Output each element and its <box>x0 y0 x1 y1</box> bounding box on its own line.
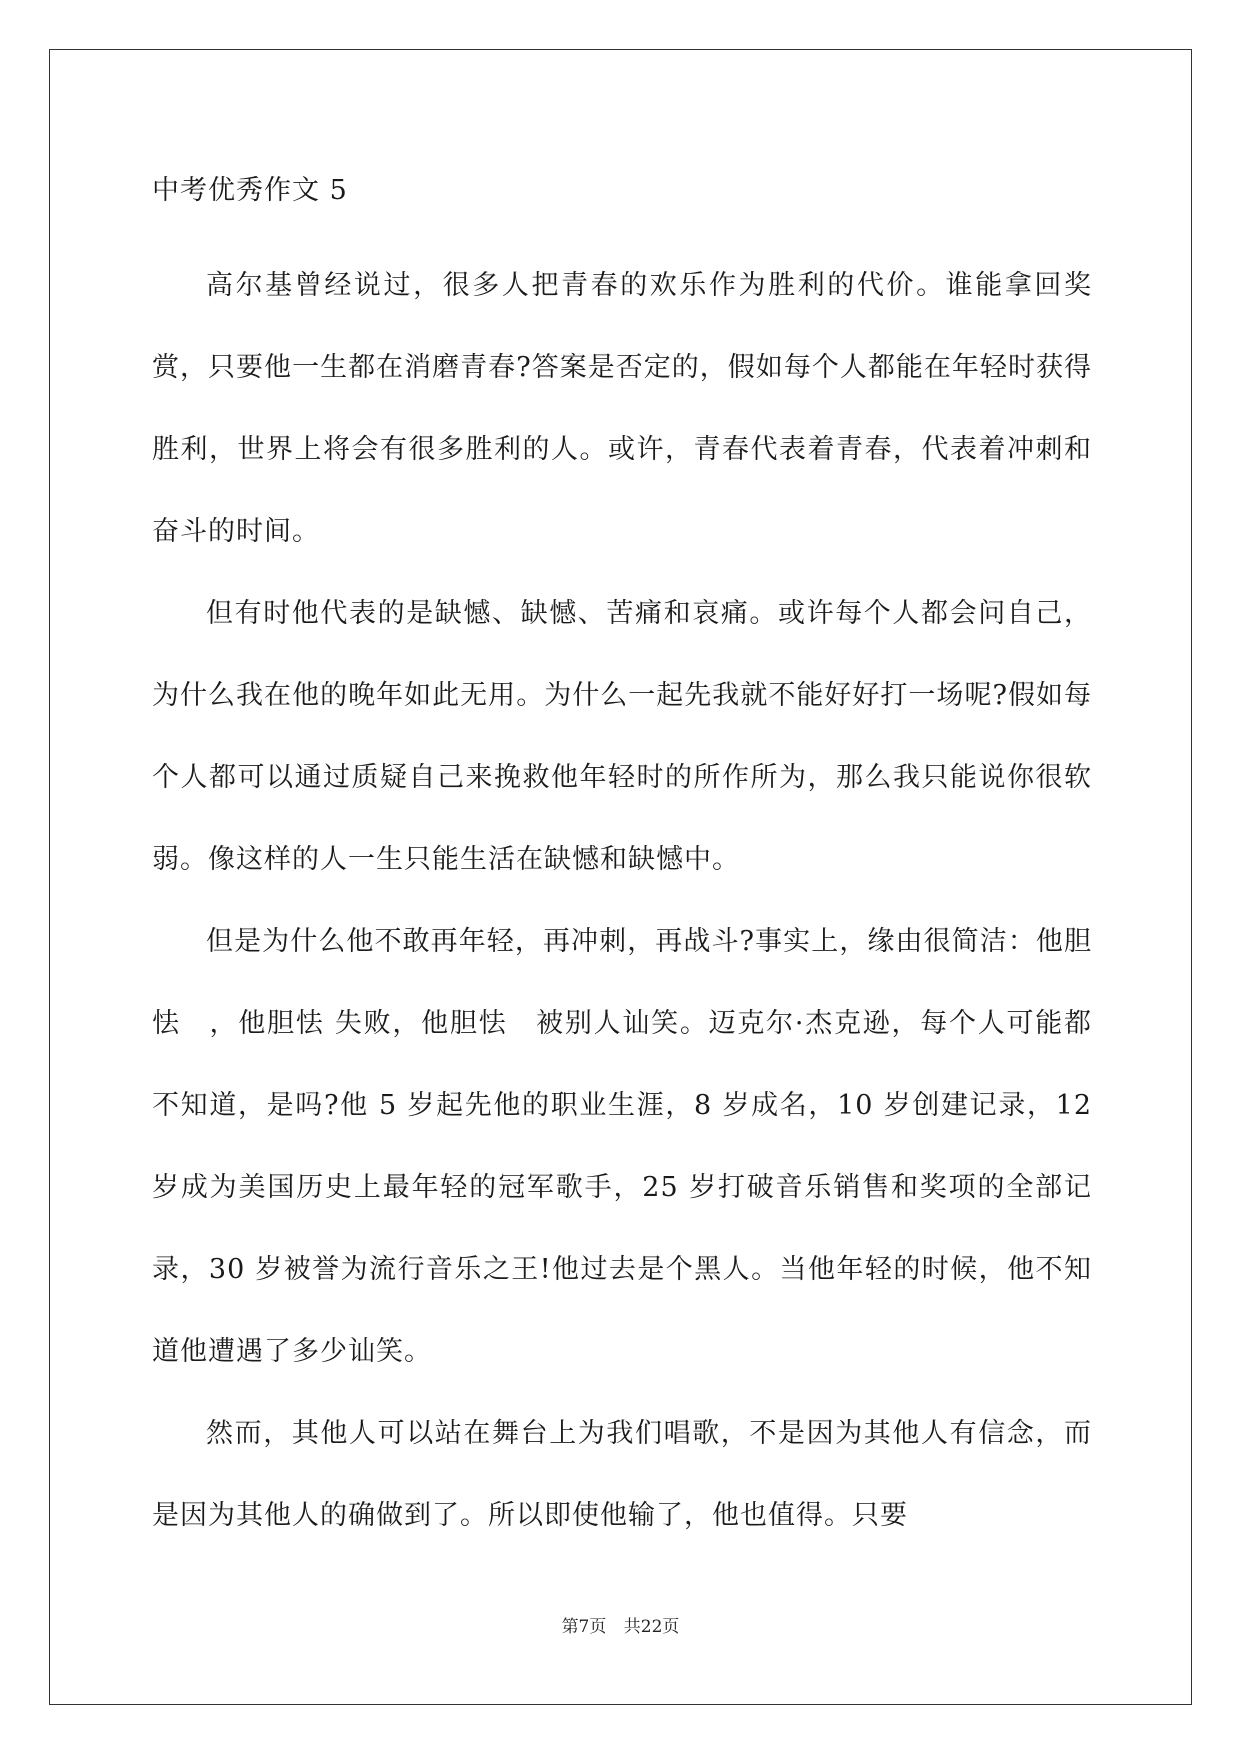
paragraph-2: 但有时他代表的是缺憾、缺憾、苦痛和哀痛。或许每个人都会问自己，为什么我在他的晚年如此无用。为什么一起先我就不能好好打一场呢?假如每个人都可以通过质疑自己来挽救他年轻时的所作所为，那么我只能说你很软弱。像这样的人一生只能生活在缺憾和缺憾中。 <box>152 598 1092 875</box>
paragraph-1: 高尔基曾经说过，很多人把青春的欢乐作为胜利的代价。谁能拿回奖赏，只要他一生都在消磨青春?答案是否定的，假如每个人都能在年轻时获得胜利，世界上将会有很多胜利的人。或许，青春代表着青春，代表着冲刺和奋斗的时间。 <box>152 270 1092 547</box>
paragraph-4: 然而，其他人可以站在舞台上为我们唱歌，不是因为其他人有信念，而是因为其他人的确做到了。所以即使他输了，他也值得。只要 <box>152 1418 1092 1531</box>
document-title: 中考优秀作文 5 <box>152 175 348 206</box>
page-total: 共22页 <box>623 1617 680 1637</box>
page-footer <box>0 1612 1241 1637</box>
paragraph-3: 但是为什么他不敢再年轻，再冲刺，再战斗?事实上，缘由很简洁：他胆怯 ，他胆怯 失败，他胆怯 被别人讪笑。迈克尔·杰克逊，每个人可能都不知道，是吗?他 5 岁起先他的职业生涯，8 岁成名，10 岁创建记录，12 岁成为美国历史上最年轻的冠军歌手，25 岁打破音乐销售和奖项的全部记录，30 岁被誉为流行音乐之王!他过去是个黑人。当他年轻的时候，他不知道他遭遇了多少讪笑。 <box>152 926 1093 1367</box>
document-body <box>152 165 1092 1557</box>
page-number: 第7页 <box>561 1617 607 1637</box>
